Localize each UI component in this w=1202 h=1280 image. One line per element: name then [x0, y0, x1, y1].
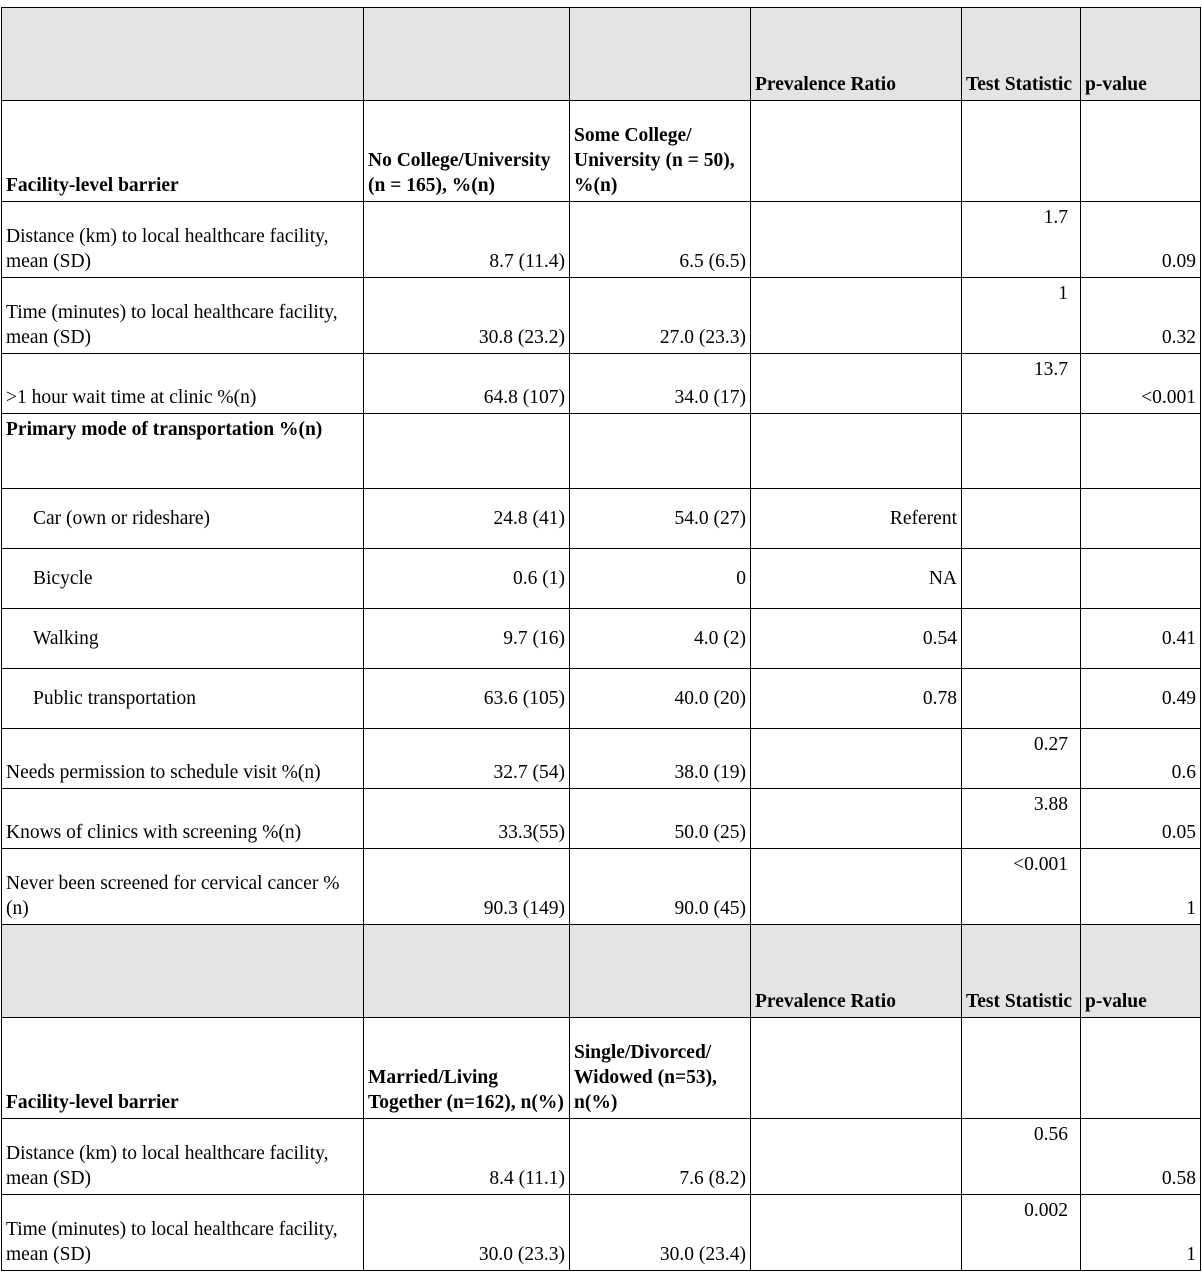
group1-value: 64.8 (107): [364, 354, 570, 414]
table-row: [2, 1119, 1201, 1195]
header-prevalence-ratio: Prevalence Ratio: [751, 925, 962, 1018]
p-value-value: 0.49: [1081, 669, 1201, 729]
table-row: [2, 278, 1201, 354]
group1-value: 90.3 (149): [364, 849, 570, 925]
test-statistic-value: 0.56: [962, 1119, 1081, 1195]
group2-value: 7.6 (8.2): [570, 1119, 751, 1195]
prevalence-ratio-value: [751, 278, 962, 354]
section2-subheader-row: [2, 1018, 1201, 1119]
group2-value: 38.0 (19): [570, 729, 751, 789]
table-row: [2, 414, 1201, 489]
subheader-group1: No College/University (n = 165), %(n): [364, 101, 570, 202]
row-label: Public transportation: [2, 669, 364, 729]
prevalence-ratio-value: [751, 849, 962, 925]
row-label: Bicycle: [2, 549, 364, 609]
row-label: Knows of clinics with screening %(n): [2, 789, 364, 849]
header-empty-cell: [364, 925, 570, 1018]
row-label: Distance (km) to local healthcare facility, mean (SD): [2, 202, 364, 278]
header-prevalence-ratio: Prevalence Ratio: [751, 8, 962, 101]
subheader-empty-cell: [962, 1018, 1081, 1119]
table-row: [2, 202, 1201, 278]
section1-header-row: [2, 8, 1201, 101]
p-value-value: <0.001: [1081, 354, 1201, 414]
group1-value: 63.6 (105): [364, 669, 570, 729]
subheader-empty-cell: [962, 101, 1081, 202]
section1-subheader-row: [2, 101, 1201, 202]
row-label: Needs permission to schedule visit %(n): [2, 729, 364, 789]
table-row: [2, 849, 1201, 925]
subheader-group2: Single/Divorced/ Widowed (n=53), n(%): [570, 1018, 751, 1119]
p-value-value: [1081, 489, 1201, 549]
header-test-statistic: Test Statistic: [962, 8, 1081, 101]
group2-value: 50.0 (25): [570, 789, 751, 849]
subheader-empty-cell: [751, 1018, 962, 1119]
group2-value: 40.0 (20): [570, 669, 751, 729]
test-statistic-value: 1: [962, 278, 1081, 354]
header-p-value: p-value: [1081, 925, 1201, 1018]
p-value-value: 0.6: [1081, 729, 1201, 789]
group2-value: 30.0 (23.4): [570, 1195, 751, 1271]
test-statistic-value: 1.7: [962, 202, 1081, 278]
group2-value: 34.0 (17): [570, 354, 751, 414]
p-value-value: 0.09: [1081, 202, 1201, 278]
subheader-group2: Some College/ University (n = 50), %(n): [570, 101, 751, 202]
group2-value: 27.0 (23.3): [570, 278, 751, 354]
group1-value: 8.7 (11.4): [364, 202, 570, 278]
test-statistic-value: 3.88: [962, 789, 1081, 849]
group1-value: [364, 414, 570, 489]
row-label: Time (minutes) to local healthcare facility, mean (SD): [2, 1195, 364, 1271]
subheader-barrier: Facility-level barrier: [2, 1018, 364, 1119]
row-label-section: Primary mode of transportation %(n): [2, 414, 364, 489]
group1-value: 0.6 (1): [364, 549, 570, 609]
prevalence-ratio-value: 0.54: [751, 609, 962, 669]
table-row: [2, 609, 1201, 669]
p-value-value: 1: [1081, 849, 1201, 925]
prevalence-ratio-value: Referent: [751, 489, 962, 549]
subheader-empty-cell: [1081, 101, 1201, 202]
subheader-empty-cell: [1081, 1018, 1201, 1119]
test-statistic-value: [962, 414, 1081, 489]
row-label: Distance (km) to local healthcare facility, mean (SD): [2, 1119, 364, 1195]
group2-value: 90.0 (45): [570, 849, 751, 925]
header-empty-cell: [2, 8, 364, 101]
group1-value: 32.7 (54): [364, 729, 570, 789]
header-p-value: p-value: [1081, 8, 1201, 101]
subheader-empty-cell: [751, 101, 962, 202]
table-row: [2, 789, 1201, 849]
test-statistic-value: 13.7: [962, 354, 1081, 414]
facility-barrier-table: [1, 7, 1201, 1271]
row-label: Time (minutes) to local healthcare facility, mean (SD): [2, 278, 364, 354]
prevalence-ratio-value: [751, 1119, 962, 1195]
row-label: Car (own or rideshare): [2, 489, 364, 549]
prevalence-ratio-value: NA: [751, 549, 962, 609]
group2-value: [570, 414, 751, 489]
prevalence-ratio-value: [751, 729, 962, 789]
header-empty-cell: [364, 8, 570, 101]
header-empty-cell: [570, 8, 751, 101]
group1-value: 33.3(55): [364, 789, 570, 849]
test-statistic-value: [962, 609, 1081, 669]
row-label: >1 hour wait time at clinic %(n): [2, 354, 364, 414]
p-value-value: 0.58: [1081, 1119, 1201, 1195]
row-label: Never been screened for cervical cancer %(n): [2, 849, 364, 925]
table-row: [2, 354, 1201, 414]
test-statistic-value: [962, 669, 1081, 729]
prevalence-ratio-value: [751, 414, 962, 489]
table-row: [2, 549, 1201, 609]
prevalence-ratio-value: [751, 354, 962, 414]
table-row: [2, 1195, 1201, 1271]
group1-value: 30.0 (23.3): [364, 1195, 570, 1271]
prevalence-ratio-value: [751, 1195, 962, 1271]
group1-value: 8.4 (11.1): [364, 1119, 570, 1195]
prevalence-ratio-value: [751, 202, 962, 278]
section2-header-row: [2, 925, 1201, 1018]
prevalence-ratio-value: 0.78: [751, 669, 962, 729]
p-value-value: 0.32: [1081, 278, 1201, 354]
p-value-value: 1: [1081, 1195, 1201, 1271]
test-statistic-value: [962, 489, 1081, 549]
group2-value: 0: [570, 549, 751, 609]
row-label: Walking: [2, 609, 364, 669]
test-statistic-value: <0.001: [962, 849, 1081, 925]
p-value-value: 0.05: [1081, 789, 1201, 849]
group1-value: 30.8 (23.2): [364, 278, 570, 354]
group2-value: 4.0 (2): [570, 609, 751, 669]
group1-value: 9.7 (16): [364, 609, 570, 669]
group2-value: 6.5 (6.5): [570, 202, 751, 278]
test-statistic-value: [962, 549, 1081, 609]
prevalence-ratio-value: [751, 789, 962, 849]
group2-value: 54.0 (27): [570, 489, 751, 549]
table-row: [2, 489, 1201, 549]
p-value-value: [1081, 414, 1201, 489]
p-value-value: 0.41: [1081, 609, 1201, 669]
table-row: [2, 669, 1201, 729]
test-statistic-value: 0.27: [962, 729, 1081, 789]
table-row: [2, 729, 1201, 789]
subheader-group1: Married/Living Together (n=162), n(%): [364, 1018, 570, 1119]
test-statistic-value: 0.002: [962, 1195, 1081, 1271]
group1-value: 24.8 (41): [364, 489, 570, 549]
header-empty-cell: [2, 925, 364, 1018]
subheader-barrier: Facility-level barrier: [2, 101, 364, 202]
p-value-value: [1081, 549, 1201, 609]
header-test-statistic: Test Statistic: [962, 925, 1081, 1018]
header-empty-cell: [570, 925, 751, 1018]
